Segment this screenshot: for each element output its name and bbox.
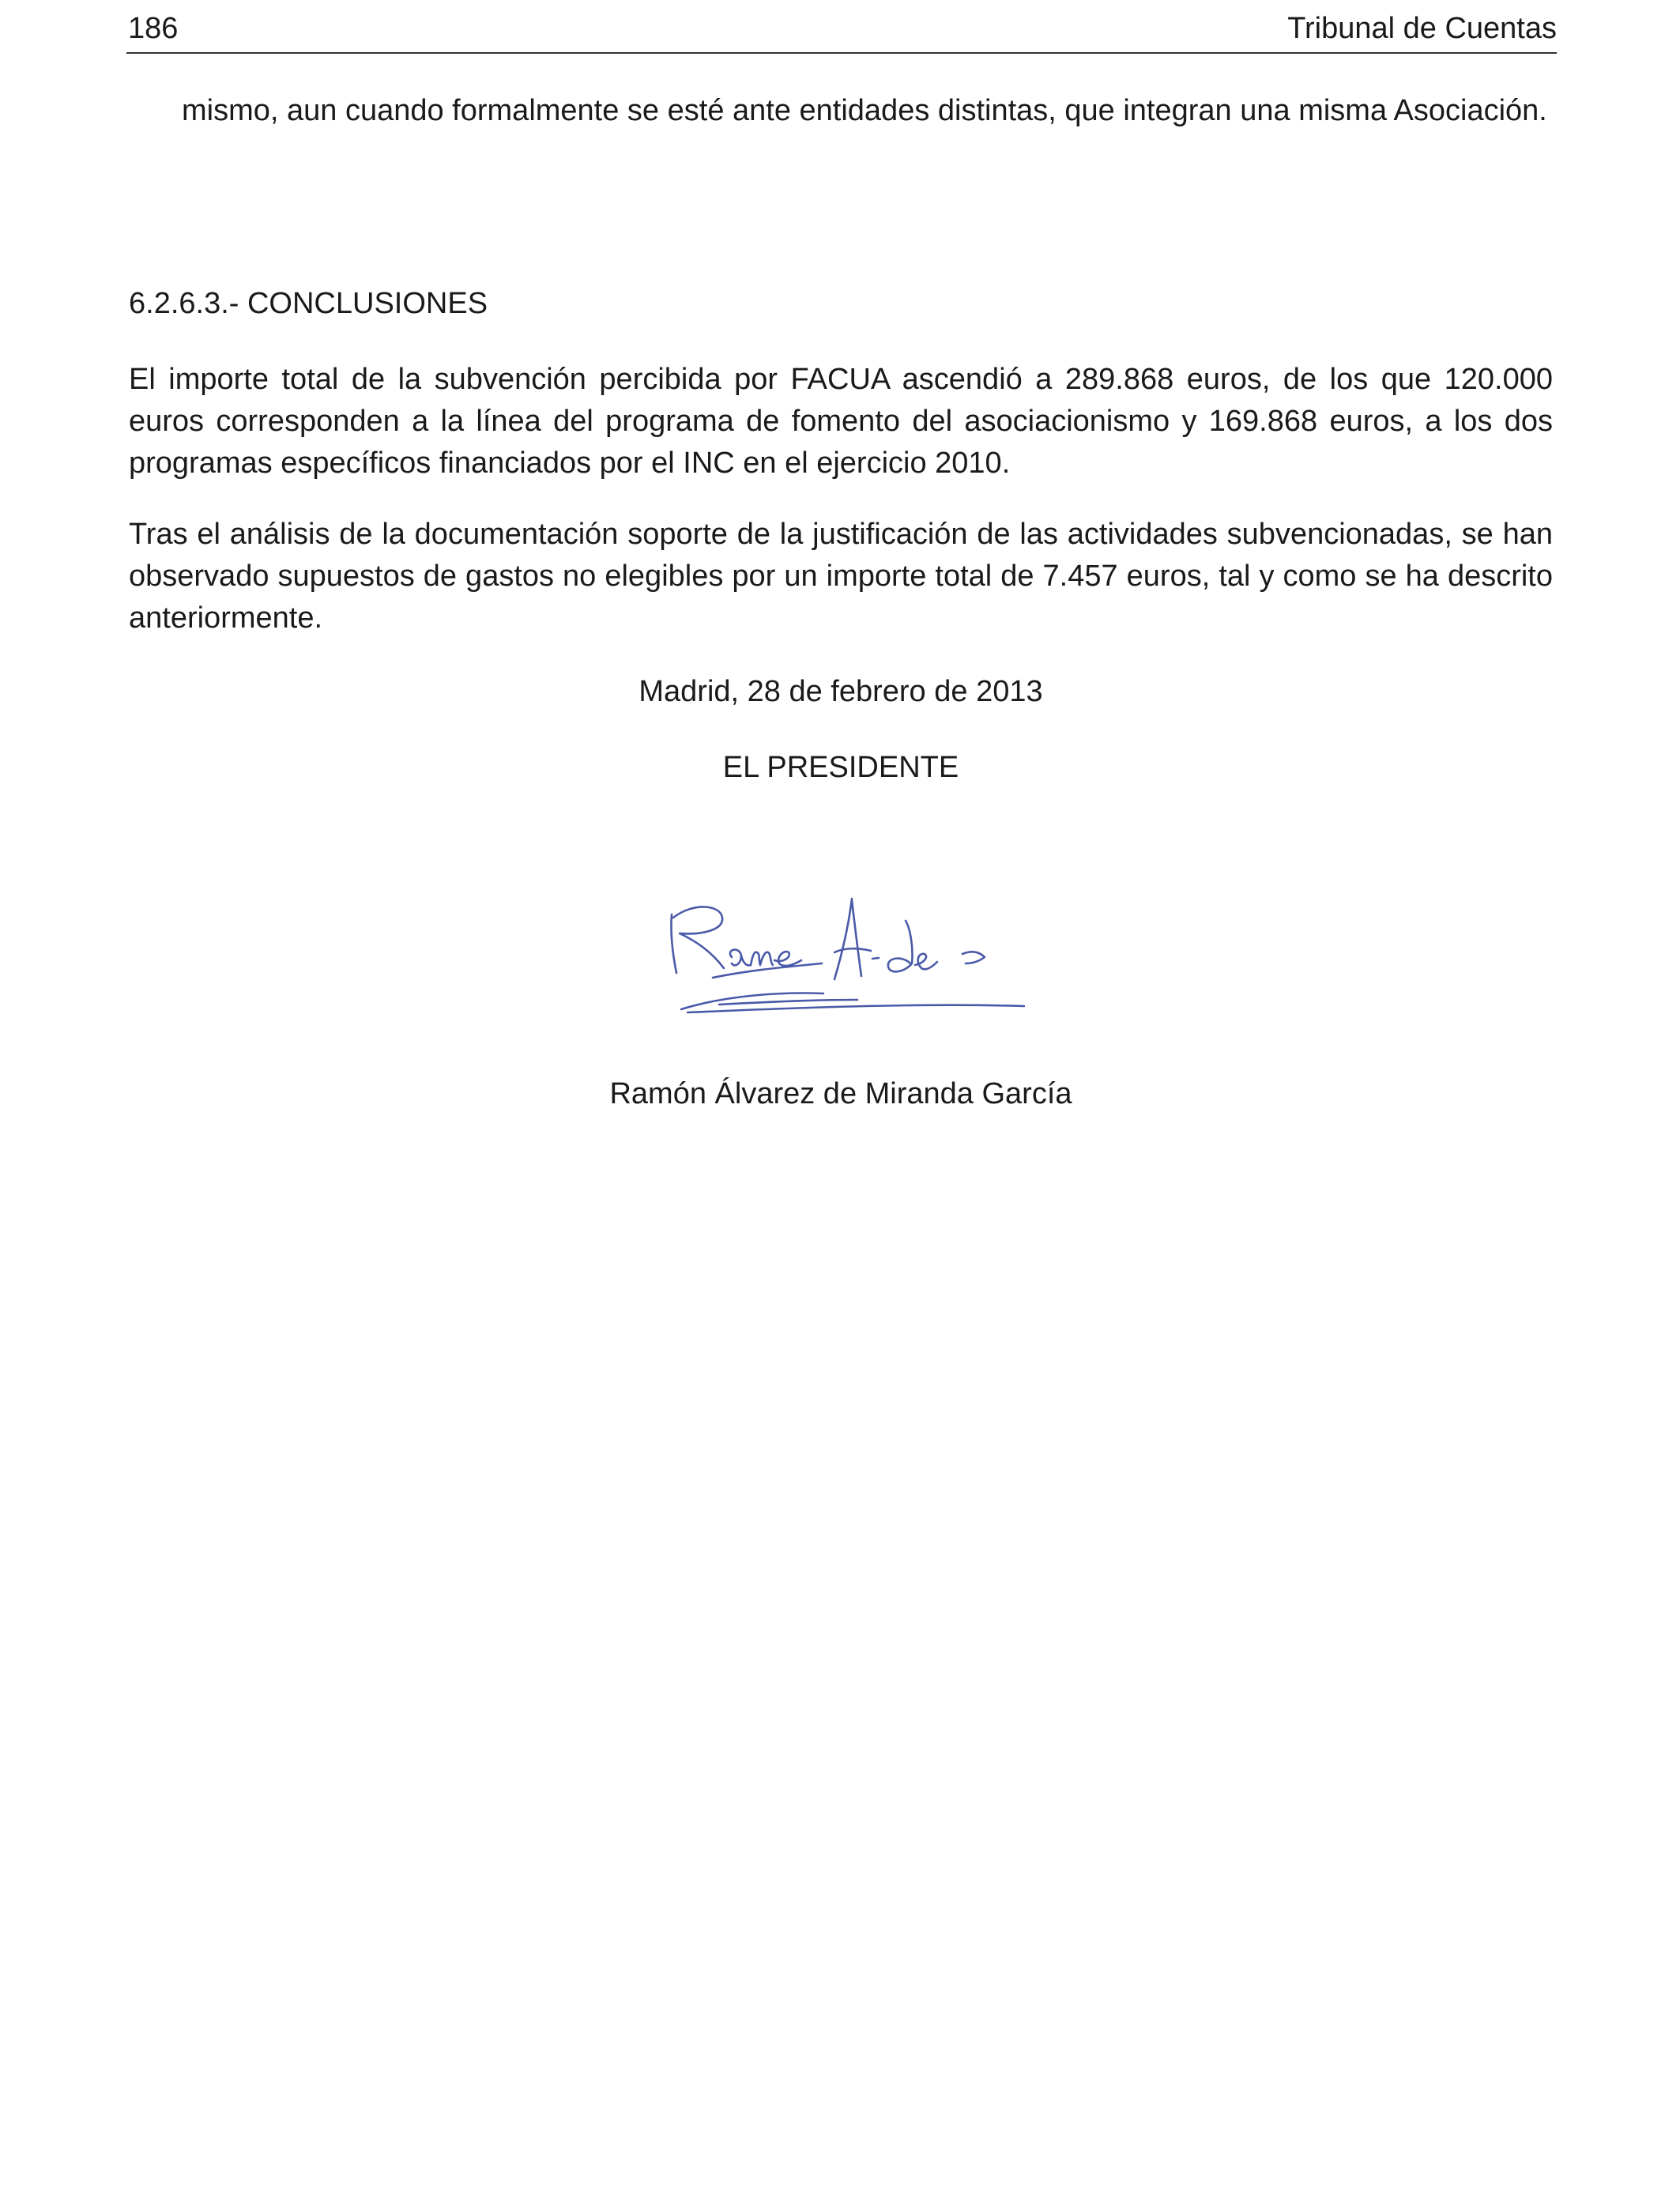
conclusion-paragraph-2: Tras el análisis de la documentación soporte de la justificación de las actividades subvencionadas, se han observado supuestos de gastos no elegibles por un importe total de 7.457 euros, tal y como se ha descrito anteriormente.	[129, 518, 1553, 635]
continued-paragraph: mismo, aun cuando formalmente se esté ante entidades distintas, que integran una misma Asociación.	[182, 94, 1547, 127]
signer-title: EL PRESIDENTE	[722, 751, 959, 784]
page-number: 186	[128, 12, 179, 45]
signer-name: Ramón Álvarez de Miranda García	[609, 1077, 1072, 1110]
place-date: Madrid, 28 de febrero de 2013	[638, 675, 1043, 708]
section-heading: 6.2.6.3.- CONCLUSIONES	[129, 287, 488, 320]
conclusion-paragraph-1: El importe total de la subvención percibida por FACUA ascendió a 289.868 euros, de los que 120.000 euros corresponden a la línea del programa de fomento del asociacionismo y 169.868 euros, a los dos programas específicos financiados por el INC en el ejercicio 2010.	[129, 363, 1553, 480]
running-title: Tribunal de Cuentas	[1287, 12, 1557, 45]
page-header	[126, 8, 1557, 54]
handwritten-signature	[656, 865, 1067, 1023]
